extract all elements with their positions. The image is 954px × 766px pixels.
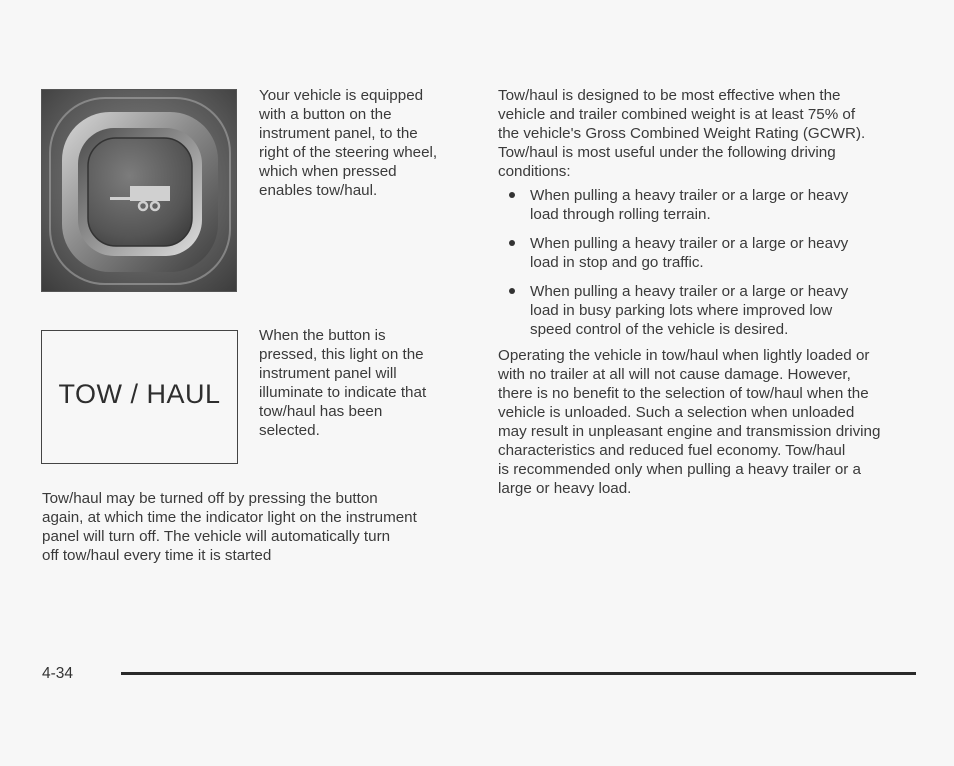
button-description: Your vehicle is equipped with a button on the instrument panel, to the right of the steering wheel, which when pressed enables tow/haul. (259, 87, 438, 199)
footer-divider (121, 672, 916, 675)
driving-conditions-list (498, 186, 918, 349)
tow-haul-intro: Tow/haul is designed to be most effective when the vehicle and trailer combined weight is at least 75% of the vehicle's Gross Combined Weight Rating (GCWR). Tow/haul is most useful under the following driving conditions: (498, 87, 866, 180)
bullet-icon (509, 240, 515, 246)
tow-haul-button-illustration (42, 90, 237, 292)
list-item: When pulling a heavy trailer or a large or heavy load in stop and go traffic. (498, 234, 918, 272)
bullet-icon (509, 192, 515, 198)
bullet-icon (509, 288, 515, 294)
turn-off-paragraph: Tow/haul may be turned off by pressing the button again, at which time the indicator light on the instrument panel will turn off. The vehicle will automatically turn off tow/haul every time it is started (42, 490, 417, 564)
page-number: 4-34 (42, 665, 74, 682)
tow-haul-indicator-light (41, 330, 238, 464)
list-item: When pulling a heavy trailer or a large or heavy load through rolling terrain. (498, 186, 918, 224)
tow-haul-button-photo (41, 89, 237, 292)
indicator-label: TOW / HAUL (58, 379, 221, 409)
list-item: When pulling a heavy trailer or a large or heavy load in busy parking lots where improved low speed control of the vehicle is desired. (498, 282, 918, 339)
light-description: When the button is pressed, this light on the instrument panel will illuminate to indicate that tow/haul has been selected. (259, 327, 427, 439)
operating-paragraph: Operating the vehicle in tow/haul when lightly loaded or with no trailer at all will not cause damage. However, there is no benefit to the selection of tow/haul when the vehicle is unloaded. Such a selection when unloaded may result in unpleasant engine and transmission driving characteristics and reduced fuel economy. Tow/haul is recommended only when pulling a heavy trailer or a large or heavy load. (498, 347, 881, 497)
